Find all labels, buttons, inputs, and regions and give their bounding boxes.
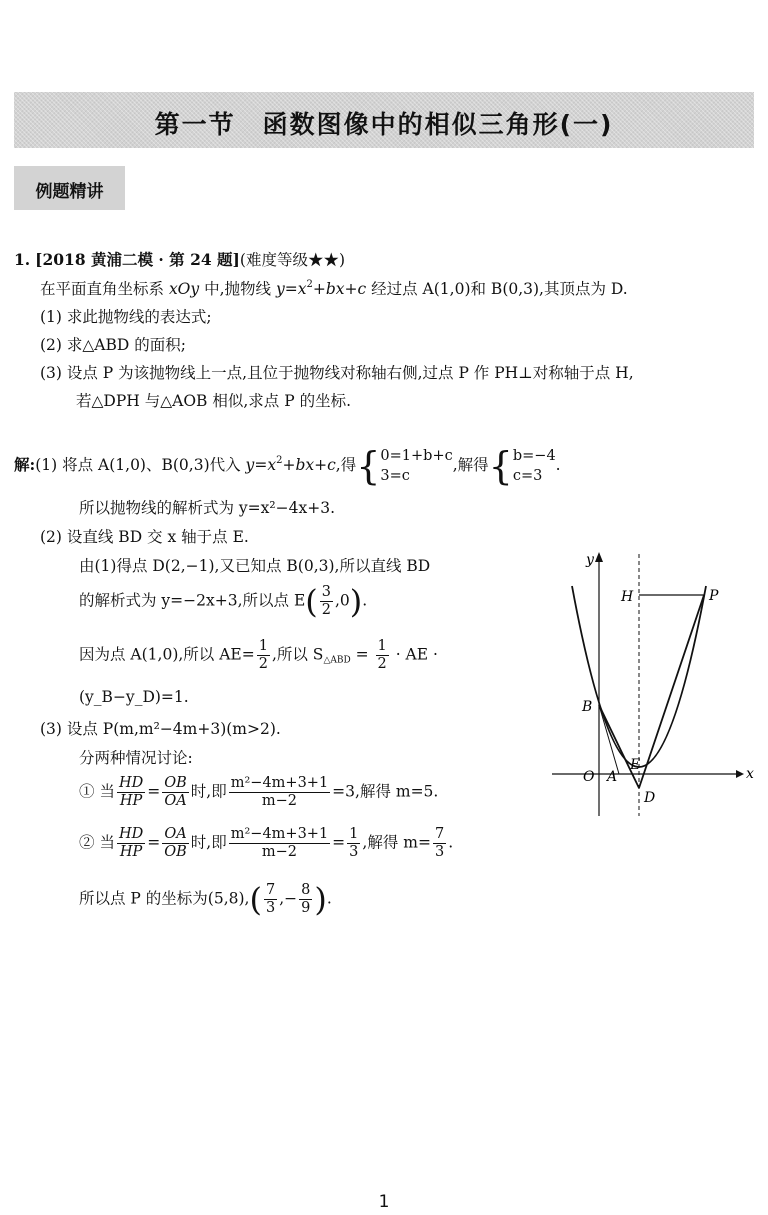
question-3-line-1: (3) 设点 P 为该抛物线上一点,且位于抛物线对称轴右侧,过点 P 作 PH⊥对称轴于点 H, bbox=[40, 364, 634, 382]
line-bd bbox=[599, 705, 639, 788]
solution-text: ,得 bbox=[335, 456, 357, 474]
solution-2-line-2: 由(1)得点 D(2,−1),又已知点 B(0,3),所以直线 BD bbox=[79, 557, 431, 575]
solution-text: 当 bbox=[99, 782, 115, 801]
denominator: HP bbox=[117, 792, 145, 810]
solution-text: =3,解得 m=5. bbox=[332, 782, 439, 801]
solution-text: ,0 bbox=[335, 591, 350, 610]
question-1: (1) 求此抛物线的表达式; bbox=[40, 308, 212, 326]
solution-text: (1) 将点 A(1,0)、B(0,3)代入 bbox=[35, 456, 246, 474]
fraction bbox=[347, 826, 360, 861]
solution-2-line-3: 的解析式为 y=−2x+3,所以点 E( $\frac{3}{2}$ ,0). bbox=[79, 582, 368, 621]
solution-1-result: 所以抛物线的解析式为 y=x²−4x+3. bbox=[79, 499, 335, 517]
solution-2-line-4 bbox=[79, 638, 438, 673]
numerator: 1 bbox=[349, 826, 359, 842]
denominator: m−2 bbox=[229, 843, 330, 861]
fraction bbox=[299, 882, 312, 917]
left-brace: { bbox=[356, 444, 381, 488]
numerator: m²−4m+3+1 bbox=[230, 826, 329, 842]
equation-line: 0=1+b+c bbox=[380, 448, 453, 464]
fraction bbox=[433, 826, 446, 861]
numerator: 1 bbox=[377, 638, 387, 654]
question-3-line-2: 若△DPH 与△AOB 相似,求点 P 的坐标. bbox=[76, 392, 351, 410]
denominator: 3 bbox=[349, 844, 359, 860]
denominator: 2 bbox=[321, 602, 331, 618]
solution-text: ,所以 S bbox=[271, 645, 324, 664]
numerator: 7 bbox=[265, 882, 276, 898]
section-title: 第一节 函数图像中的相似三角形(一) bbox=[154, 110, 614, 139]
problem-header bbox=[14, 248, 345, 270]
case-1: ① 当 $\frac{HD}{HP}$ = $\frac{OB}{OA}$ 时,即 $\frac{\text{m²−4m+3+1}}{m-2}$ =3,解得 m=5. bbox=[79, 775, 439, 809]
line-dp bbox=[639, 595, 704, 788]
stem-text: 经过点 A(1,0)和 B(0,3),其顶点为 D. bbox=[366, 280, 628, 298]
problem-number: 1. bbox=[14, 250, 31, 269]
solution-text: 所以点 P 的坐标为(5,8), bbox=[79, 889, 250, 908]
case-marker: ① bbox=[79, 782, 95, 801]
fraction bbox=[162, 775, 189, 810]
equation-system-1 bbox=[380, 446, 452, 486]
problem-source: [2018 黄浦二模 · 第 24 题] bbox=[35, 250, 240, 269]
numerator: HD bbox=[118, 775, 144, 791]
denominator: 9 bbox=[301, 900, 311, 916]
equation-system-2 bbox=[513, 446, 556, 486]
solution-3-line-2: 分两种情况讨论: bbox=[79, 749, 193, 767]
solution-2-line-5: (y_B−y_D)=1. bbox=[79, 688, 189, 706]
y-axis-label: y bbox=[586, 552, 594, 568]
solution-label: 解: bbox=[14, 455, 36, 474]
solution-text: 时,即 bbox=[190, 833, 227, 852]
fraction bbox=[229, 826, 330, 861]
fraction bbox=[264, 882, 277, 917]
point-h-label: H bbox=[621, 589, 634, 605]
stem-text: 中,抛物线 bbox=[199, 280, 276, 298]
origin-label: O bbox=[583, 769, 595, 785]
conclusion: 所以点 P 的坐标为(5,8),( $\frac{7}{3}$ ,− $\frac{8}{9}$ ). bbox=[79, 880, 332, 919]
numerator: 1 bbox=[258, 638, 268, 654]
solution-text: 当 bbox=[99, 833, 115, 852]
numerator: 7 bbox=[434, 826, 445, 842]
denominator: OA bbox=[162, 792, 189, 810]
problem-difficulty: (难度等级★★) bbox=[239, 251, 345, 269]
solution-text: ,解得 m= bbox=[362, 833, 431, 852]
equation-line: c=3 bbox=[512, 468, 543, 484]
fraction bbox=[162, 826, 189, 861]
problem-stem: 在平面直角坐标系 xOy 中,抛物线 $y=x^2+bx+c$ 经过点 A(1,0)和 B(0,3),其顶点为 D. bbox=[40, 279, 628, 298]
solution-text: = bbox=[350, 645, 374, 664]
page-number: 1 bbox=[378, 1192, 390, 1212]
solution-text: · AE · bbox=[390, 645, 438, 664]
question-2: (2) 求△ABD 的面积; bbox=[40, 336, 186, 354]
stem-coordinate-system: xOy bbox=[168, 280, 200, 298]
parabola-figure bbox=[548, 548, 758, 820]
fraction bbox=[117, 826, 145, 861]
case-marker: ② bbox=[79, 833, 95, 852]
solution-2-line-1: (2) 设直线 BD 交 x 轴于点 E. bbox=[40, 528, 249, 546]
point-a-label: A bbox=[607, 769, 618, 785]
point-e-label: E bbox=[630, 757, 641, 773]
point-p-label: P bbox=[709, 588, 719, 604]
numerator: OA bbox=[164, 826, 187, 842]
x-axis-arrow-icon bbox=[736, 770, 744, 778]
point-b-label: B bbox=[582, 699, 593, 715]
numerator: HD bbox=[118, 826, 144, 842]
section-label: 例题精讲 bbox=[35, 182, 104, 202]
parabola-expression: y bbox=[275, 280, 285, 298]
solution-3-line-1: (3) 设点 P(m,m²−4m+3)(m>2). bbox=[40, 720, 281, 738]
denominator: OB bbox=[164, 844, 187, 860]
solution-part-1: 解:(1) 将点 A(1,0)、B(0,3)代入 $y=x^2+bx+c$,得{ 0=1+b+c 3=c ,解得{ b=−4 c=3 . bbox=[14, 444, 561, 488]
fraction bbox=[376, 638, 389, 673]
denominator: 2 bbox=[258, 656, 268, 672]
solution-text: 时,即 bbox=[190, 782, 227, 801]
fraction bbox=[320, 584, 333, 619]
numerator: m²−4m+3+1 bbox=[230, 775, 329, 791]
solution-text: 因为点 A(1,0),所以 AE= bbox=[79, 645, 255, 664]
denominator: 3 bbox=[434, 844, 445, 860]
area-subscript: △ABD bbox=[323, 655, 351, 666]
solution-text: ,解得 bbox=[452, 456, 489, 474]
solution-text: . bbox=[555, 456, 561, 474]
numerator: OB bbox=[164, 775, 187, 791]
denominator: 2 bbox=[377, 656, 387, 672]
point-d-label: D bbox=[644, 790, 656, 806]
section-label-box bbox=[14, 166, 125, 210]
left-brace: { bbox=[488, 444, 513, 488]
fraction bbox=[257, 638, 270, 673]
stem-text: 在平面直角坐标系 bbox=[40, 280, 169, 298]
fraction bbox=[229, 775, 330, 810]
fraction bbox=[117, 775, 145, 810]
solution-text: 的解析式为 y=−2x+3,所以点 E bbox=[79, 591, 306, 610]
denominator: m−2 bbox=[229, 792, 330, 810]
case-2: ② 当 $\frac{HD}{HP}$ = $\frac{OA}{OB}$ 时,即 $\frac{\text{m²−4m+3+1}}{m-2}$ = $\frac{1}{3}$ ,解得 m= $\frac{7}{3}$ . bbox=[79, 826, 454, 860]
x-axis-label: x bbox=[746, 766, 754, 782]
y-axis-arrow-icon bbox=[595, 552, 603, 562]
equation-line: b=−4 bbox=[512, 448, 556, 464]
denominator: 3 bbox=[265, 900, 276, 916]
equation-line: 3=c bbox=[380, 468, 410, 484]
denominator: HP bbox=[117, 843, 145, 861]
numerator: 8 bbox=[301, 882, 311, 898]
section-title-banner bbox=[14, 92, 754, 148]
numerator: 3 bbox=[321, 584, 331, 600]
